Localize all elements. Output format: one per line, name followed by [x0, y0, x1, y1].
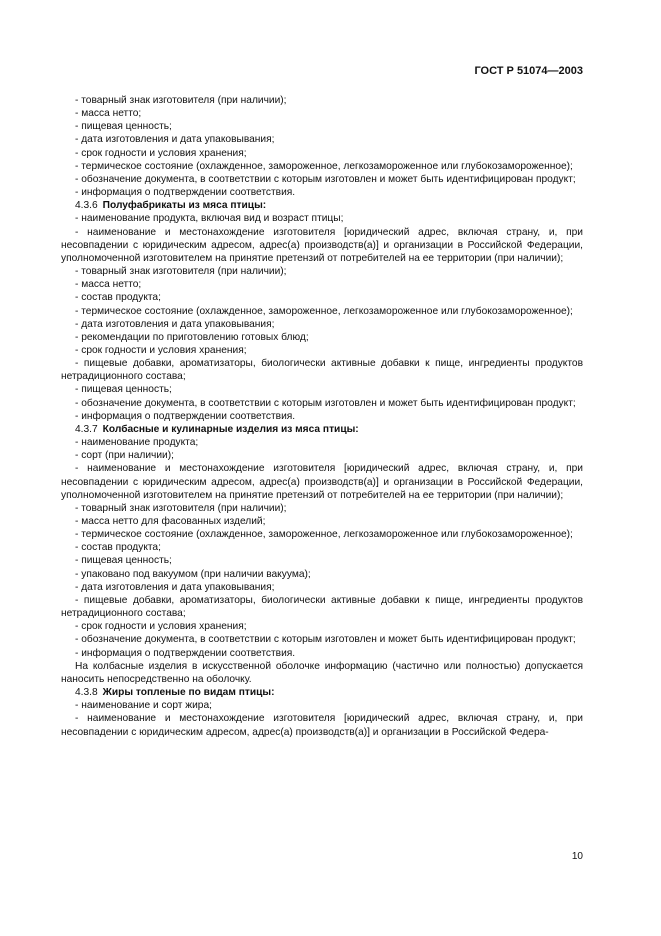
- document-body: [61, 94, 583, 739]
- section-title: Полуфабрикаты из мяса птицы:: [102, 200, 267, 212]
- list-item: - обозначение документа, в соответствии с которым изготовлен и может быть идентифицирован продукт;: [75, 634, 576, 646]
- list-item: - наименование и местонахождение изготовителя [юридический адрес, включая страну, и, при несовпадении с юридическим адресом, адрес(а) производств(а)] и организации в Российской Федерации, уполномоченной изготовителем на принятие претензий от потребителей на ее территории (при наличии);: [61, 463, 583, 501]
- list-item: - пищевая ценность;: [75, 384, 172, 396]
- list-item: - срок годности и условия хранения;: [75, 344, 247, 356]
- page-number: 10: [571, 851, 583, 862]
- section-title: Жиры топленые по видам птицы:: [102, 687, 275, 699]
- list-item: - информация о подтверждении соответствия.: [75, 647, 296, 659]
- list-item: - обозначение документа, в соответствии с которым изготовлен и может быть идентифицирован продукт;: [75, 173, 576, 185]
- list-item: - термическое состояние (охлажденное, замороженное, легкозамороженное или глубокозамороженное);: [75, 305, 573, 317]
- list-item: - пищевые добавки, ароматизаторы, биологически активные добавки к пище, ингредиенты продуктов нетрадиционного состава;: [61, 594, 583, 620]
- section-title: Колбасные и кулинарные изделия из мяса птицы:: [102, 423, 359, 435]
- list-item: - товарный знак изготовителя (при наличии);: [75, 502, 287, 514]
- list-item: - информация о подтверждении соответствия.: [75, 187, 296, 199]
- list-item: - наименование и местонахождение изготовителя [юридический адрес, включая страну, и, при несовпадении с юридическим адресом, адрес(а) производств(а)] и организации в Российской Федерации, уполномоченной изготовителем на принятие претензий от потребителей на ее территории (при наличии);: [61, 226, 583, 264]
- section-number: 4.3.6: [75, 200, 98, 212]
- list-item: - пищевая ценность;: [75, 121, 172, 133]
- list-item: - товарный знак изготовителя (при наличии);: [75, 95, 287, 106]
- list-item: - срок годности и условия хранения;: [75, 621, 247, 633]
- list-item: - информация о подтверждении соответствия.: [75, 410, 296, 422]
- list-item: - масса нетто для фасованных изделий;: [75, 516, 266, 527]
- list-item: - наименование продукта;: [75, 437, 199, 449]
- list-item: - состав продукта;: [75, 292, 161, 304]
- list-item: - наименование и местонахождение изготовителя [юридический адрес, включая страну, и, при несовпадении с юридическим адресом, адрес(а) производств(а)] и организации в Российской Федера-: [61, 713, 583, 738]
- list-item: - упаковано под вакуумом (при наличии вакуума);: [75, 568, 311, 580]
- list-item: - термическое состояние (охлажденное, замороженное, легкозамороженное или глубокозамороженное);: [75, 529, 573, 541]
- list-item: - дата изготовления и дата упаковывания;: [75, 134, 275, 146]
- list-item: - срок годности и условия хранения;: [75, 147, 247, 159]
- list-item: - сорт (при наличии);: [75, 450, 174, 462]
- section-number: 4.3.8: [75, 687, 98, 699]
- list-item: - наименование и сорт жира;: [75, 700, 212, 712]
- document-code: ГОСТ Р 51074—2003: [474, 65, 583, 77]
- section-number: 4.3.7: [75, 423, 98, 435]
- list-item: - масса нетто;: [75, 279, 142, 291]
- list-item: - наименование продукта, включая вид и возраст птицы;: [75, 213, 344, 225]
- list-item: - товарный знак изготовителя (при наличии);: [75, 266, 287, 278]
- section-heading: [61, 686, 583, 699]
- list-item: - дата изготовления и дата упаковывания;: [75, 581, 275, 593]
- paragraph: На колбасные изделия в искусственной оболочке информацию (частично или полностью) допускается наносить непосредственно на оболочку.: [61, 660, 583, 685]
- list-item: - обозначение документа, в соответствии с которым изготовлен и может быть идентифицирован продукт;: [75, 397, 576, 409]
- list-item: - масса нетто;: [75, 108, 142, 120]
- section-heading: [61, 199, 583, 212]
- list-item: - пищевые добавки, ароматизаторы, биологически активные добавки к пище, ингредиенты продуктов нетрадиционного состава;: [61, 358, 583, 383]
- list-item: - термическое состояние (охлажденное, замороженное, легкозамороженное или глубокозамороженное);: [75, 160, 573, 172]
- list-item: - пищевая ценность;: [75, 555, 172, 567]
- list-item: - состав продукта;: [75, 542, 161, 554]
- section-heading: [61, 423, 583, 436]
- list-item: - рекомендации по приготовлению готовых блюд;: [75, 331, 309, 343]
- list-item: - дата изготовления и дата упаковывания;: [75, 318, 275, 330]
